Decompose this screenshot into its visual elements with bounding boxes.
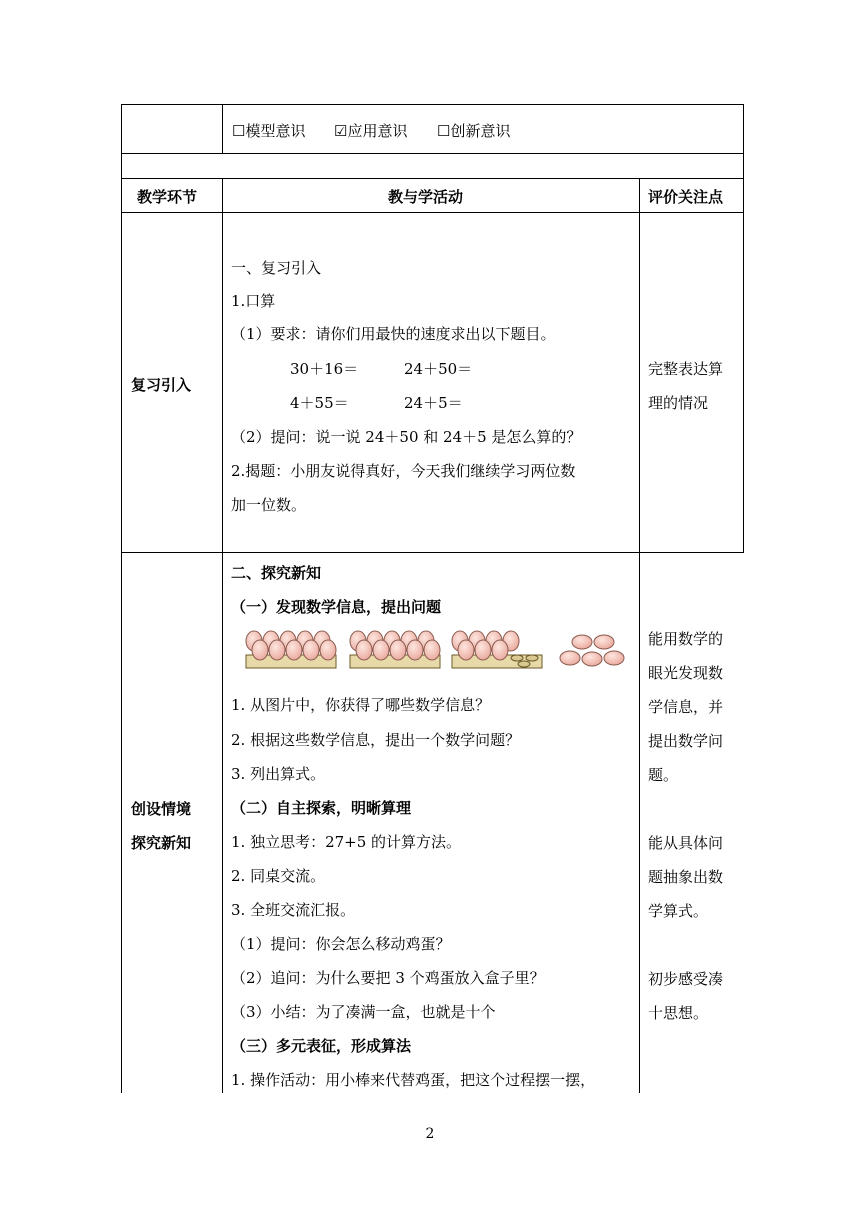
stage-review: 复习引入 [131,376,192,394]
equation: 24＋50＝ [404,360,473,378]
egg-carton-full [350,631,440,668]
equation: 4＋55＝ [290,394,349,412]
row-divider [121,153,744,154]
question-item: 3. 列出算式。 [231,765,326,783]
review-evaluation: 完整表达算 [648,360,724,378]
stage-explore: 创设情境 [131,800,192,818]
explore-subheading: （三）多元表征，形成算法 [231,1037,412,1055]
explore-subheading: （一）发现数学信息，提出问题 [231,598,442,616]
review-item: （2）提问：说一说 24＋50 和 24＋5 是怎么算的？ [231,428,582,446]
review-evaluation: 理的情况 [648,394,709,412]
step-item: 3. 全班交流汇报。 [231,901,356,919]
checkbox-innovation-awareness: ☐创新意识 [437,122,511,140]
header-stage: 教学环节 [137,188,198,206]
row-divider [121,212,744,213]
question-item: 2. 根据这些数学信息，提出一个数学问题？ [231,731,521,749]
row-divider [121,178,744,179]
explore-evaluation: 初步感受凑 [648,970,724,988]
page-number: 2 [425,1126,435,1142]
explore-evaluation: 能从具体问 [648,834,724,852]
checkbox-model-awareness: ☐模型意识 [232,122,306,140]
header-evaluation: 评价关注点 [648,188,724,206]
step-item: （3）小结：为了凑满一盒，也就是十个 [231,1003,496,1021]
column-divider [639,178,640,1093]
explore-evaluation: 题。 [648,766,679,784]
table-left-border [121,104,122,1093]
explore-subheading: （二）自主探索，明晰算理 [231,799,412,817]
review-heading: 一、复习引入 [231,259,322,277]
review-item: 加一位数。 [231,496,307,514]
explore-evaluation: 题抽象出数 [648,868,724,886]
step-item: 1. 操作活动：用小棒来代替鸡蛋，把这个过程摆一摆， [231,1071,596,1089]
table-top-border [121,104,744,105]
explore-heading: 二、探究新知 [231,564,322,582]
step-item: 2. 同桌交流。 [231,867,326,885]
review-item: 2.揭题：小朋友说得真好，今天我们继续学习两位数 [231,462,576,480]
explore-evaluation: 学算式。 [648,902,709,920]
question-item: 1. 从图片中，你获得了哪些数学信息？ [231,696,491,714]
egg-carton-full [246,631,336,668]
egg-carton-partial [452,631,542,668]
table-right-border [743,104,744,552]
stage-explore: 探究新知 [131,834,192,852]
review-item: （1）要求：请你们用最快的速度求出以下题目。 [231,325,556,343]
step-item: 1. 独立思考：27+5 的计算方法。 [231,833,462,851]
column-divider [222,104,223,153]
checkbox-application-awareness: ☑应用意识 [334,122,408,140]
step-item: （2）追问：为什么要把 3 个鸡蛋放入盒子里？ [231,969,545,987]
loose-eggs [560,635,624,666]
egg-carton-illustration [244,628,629,672]
step-item: （1）提问：你会怎么移动鸡蛋？ [231,935,451,953]
column-divider [222,178,223,1093]
equation: 24＋5＝ [404,394,463,412]
explore-evaluation: 十思想。 [648,1004,709,1022]
row-divider [121,552,744,553]
explore-evaluation: 能用数学的 [648,630,724,648]
header-activities: 教与学活动 [388,188,464,206]
equation: 30＋16＝ [290,360,359,378]
explore-evaluation: 提出数学问 [648,732,724,750]
explore-evaluation: 学信息，并 [648,698,724,716]
review-item: 1.口算 [231,292,276,310]
explore-evaluation: 眼光发现数 [648,664,724,682]
